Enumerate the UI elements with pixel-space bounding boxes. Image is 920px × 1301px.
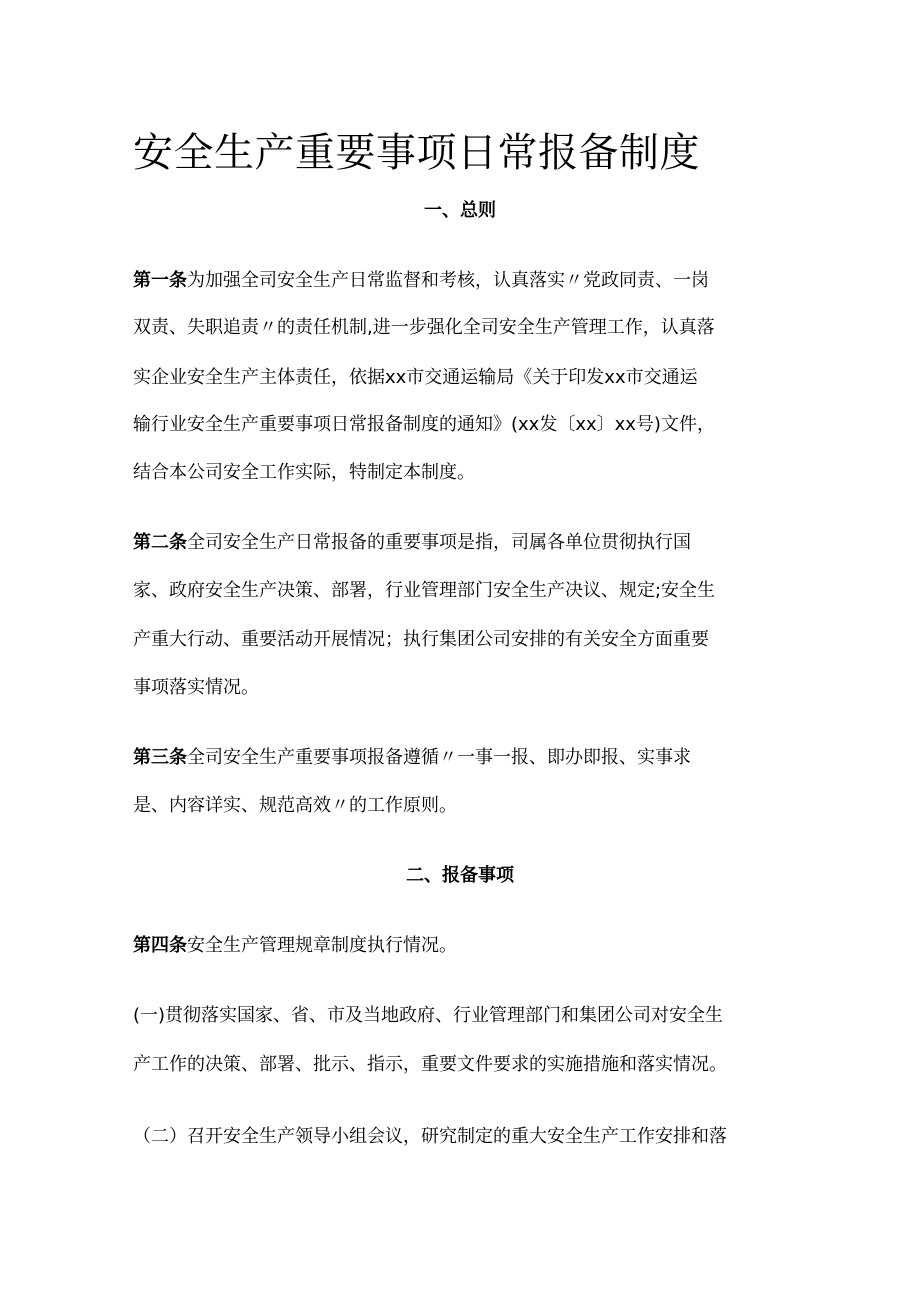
article-1-line-5: 结合本公司安全工作实际，特制定本制度。	[133, 462, 475, 483]
article-1-line-2: 双责、失职追责〃的责任机制,进一步强化全司安全生产管理工作，认真落	[133, 317, 715, 338]
article-2-line-3: 产重大行动、重要活动开展情况；执行集团公司安排的有关安全方面重要	[133, 629, 709, 650]
document-title: 安全生产重要事项日常报备制度	[133, 130, 700, 176]
section-heading-general: 一、总则	[424, 200, 496, 221]
article-1-line-4: 输行业安全生产重要事项日常报备制度的通知》(xx发〔xx〕xx号)文件，	[133, 414, 715, 435]
article-1-line-3: 实企业安全生产主体责任，依据xx市交通运输局《关于印发xx市交通运	[133, 367, 698, 388]
article-2-line-2: 家、政府安全生产决策、部署，行业管理部门安全生产决议、规定;安全生	[133, 580, 716, 601]
article-2-text: 全司安全生产日常报备的重要事项是指，司属各单位贯彻执行国	[187, 532, 691, 553]
item-1-line-1: (一)贯彻落实国家、省、市及当地政府、行业管理部门和集团公司对安全生	[133, 1005, 724, 1026]
article-3-line-2: 是、内容详实、规范高效〃的工作原则。	[133, 795, 457, 816]
article-2-line-1	[133, 530, 691, 556]
item-1-line-2: 产工作的决策、部署、批示、指示，重要文件要求的实施措施和落实情况。	[133, 1054, 727, 1075]
article-1-lead: 第一条	[133, 270, 187, 291]
article-4-line-1	[133, 933, 457, 959]
article-3-lead: 第三条	[133, 747, 187, 768]
article-1-text: 为加强全司安全生产日常监督和考核，认真落实〃党政同责、一岗	[187, 270, 709, 291]
article-4-lead: 第四条	[133, 935, 187, 956]
section-heading-reporting-items: 二、报备事项	[406, 865, 514, 886]
article-4-text: 安全生产管理规章制度执行情况。	[187, 935, 457, 956]
article-2-lead: 第二条	[133, 532, 187, 553]
item-2-line-1: （二）召开安全生产领导小组会议，研究制定的重大安全生产工作安排和落	[133, 1126, 727, 1147]
article-2-line-4: 事项落实情况。	[133, 677, 259, 698]
article-1-line-1	[133, 268, 709, 294]
article-3-line-1	[133, 745, 691, 771]
article-3-text: 全司安全生产重要事项报备遵循〃一事一报、即办即报、实事求	[187, 747, 691, 768]
